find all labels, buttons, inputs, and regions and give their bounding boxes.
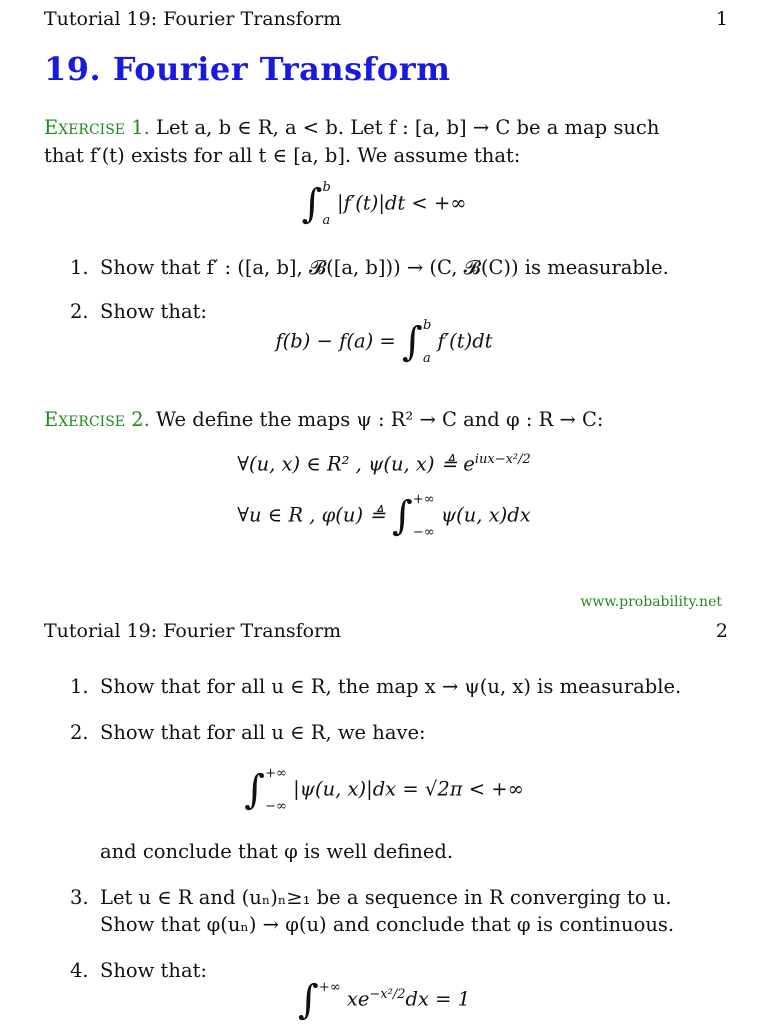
footer-link[interactable]: www.probability.net — [580, 594, 722, 610]
exercise-2-item-1 — [70, 673, 728, 700]
equation-body: |ψ(u, x)|dx = √2π < +∞ — [293, 777, 524, 801]
exercise-1-equation — [0, 180, 768, 228]
exercise-1-item-1 — [70, 254, 728, 281]
item-text: and conclude that φ is well defined. — [100, 840, 454, 863]
item-number: 1. — [70, 675, 89, 698]
equation-left: ∀(u, x) ∈ R² , ψ(u, x) ≜ e — [237, 452, 475, 476]
exercise-2-item-3 — [70, 884, 728, 938]
page-header: Tutorial 19: Fourier Transform — [44, 8, 342, 30]
page-header: Tutorial 19: Fourier Transform — [44, 620, 342, 642]
integral-symbol: ∫ — [301, 181, 323, 227]
integral-symbol: ∫ — [401, 319, 423, 365]
integral-lower-limit: −∞ — [412, 525, 435, 540]
exercise-2-label: Exercise 2. — [44, 408, 150, 431]
item-text: Show that for all u ∈ R, the map x → ψ(u, x) is measurable. — [100, 675, 682, 698]
integral-upper-limit: +∞ — [318, 980, 341, 995]
integral-symbol: ∫ — [391, 493, 413, 539]
exercise-1-equation-2 — [0, 318, 768, 366]
item-number: 3. — [70, 886, 89, 909]
integral-lower-limit: −∞ — [265, 799, 287, 814]
item-number: 4. — [70, 959, 89, 982]
equation-exponent: −x²/2 — [369, 987, 406, 1002]
item-number: 1. — [70, 256, 89, 279]
exercise-2-item-4-equation — [0, 977, 768, 1023]
exercise-1-text-line1: Let a, b ∈ R, a < b. Let f : [a, b] → C be a map such — [156, 116, 660, 139]
page-number: 1 — [715, 8, 728, 30]
exercise-2-intro — [44, 406, 728, 434]
equation-tail: dx = 1 — [405, 987, 471, 1011]
exercise-2-item-2 — [70, 719, 728, 746]
page-number: 2 — [715, 620, 728, 642]
integral-symbol: ∫ — [297, 977, 319, 1023]
exercise-2-item-2-equation — [0, 766, 768, 814]
integral-lower-limit: a — [322, 213, 331, 228]
item-text-line2: Show that φ(uₙ) → φ(u) and conclude that φ is continuous. — [100, 913, 675, 936]
integral-symbol: ∫ — [244, 767, 265, 813]
equation-left: ∀u ∈ R , φ(u) ≜ — [237, 503, 386, 527]
integral-upper-limit: b — [422, 318, 432, 333]
exercise-1-text-line2: that f′(t) exists for all t ∈ [a, b]. We assume that: — [44, 144, 521, 167]
equation-exponent: iux−x²/2 — [474, 452, 531, 467]
integral-upper-limit: +∞ — [412, 492, 435, 507]
exercise-2-equation-1 — [0, 452, 768, 476]
item-text: Show that: — [100, 300, 207, 323]
integral-lower-limit: a — [422, 351, 431, 366]
item-number: 2. — [70, 300, 89, 323]
item-number: 2. — [70, 721, 89, 744]
equation-body: |f′(t)|dt < +∞ — [337, 191, 467, 215]
equation-body: xe — [346, 987, 370, 1011]
item-text: Show that: — [100, 959, 207, 982]
equation-left: f(b) − f(a) = — [275, 329, 396, 353]
item-text: Show that for all u ∈ R, we have: — [100, 721, 426, 744]
exercise-2-text: We define the maps ψ : R² → C and φ : R → C: — [156, 408, 604, 431]
equation-body: ψ(u, x)dx — [440, 503, 531, 527]
exercise-1-intro — [44, 114, 728, 170]
page-title: 19. Fourier Transform — [44, 50, 451, 88]
item-text: Show that f′ : ([a, b], 𝓑([a, b])) → (C, 𝓑(C)) is measurable. — [100, 256, 669, 279]
equation-body: f′(t)dt — [437, 329, 493, 353]
integral-upper-limit: +∞ — [265, 766, 287, 781]
exercise-1-label: Exercise 1. — [44, 116, 150, 139]
exercise-2-equation-2 — [0, 492, 768, 540]
item-text-line1: Let u ∈ R and (uₙ)ₙ≥₁ be a sequence in R converging to u. — [100, 886, 672, 909]
integral-upper-limit: b — [322, 180, 331, 195]
exercise-2-item-2-conclusion — [100, 838, 728, 865]
